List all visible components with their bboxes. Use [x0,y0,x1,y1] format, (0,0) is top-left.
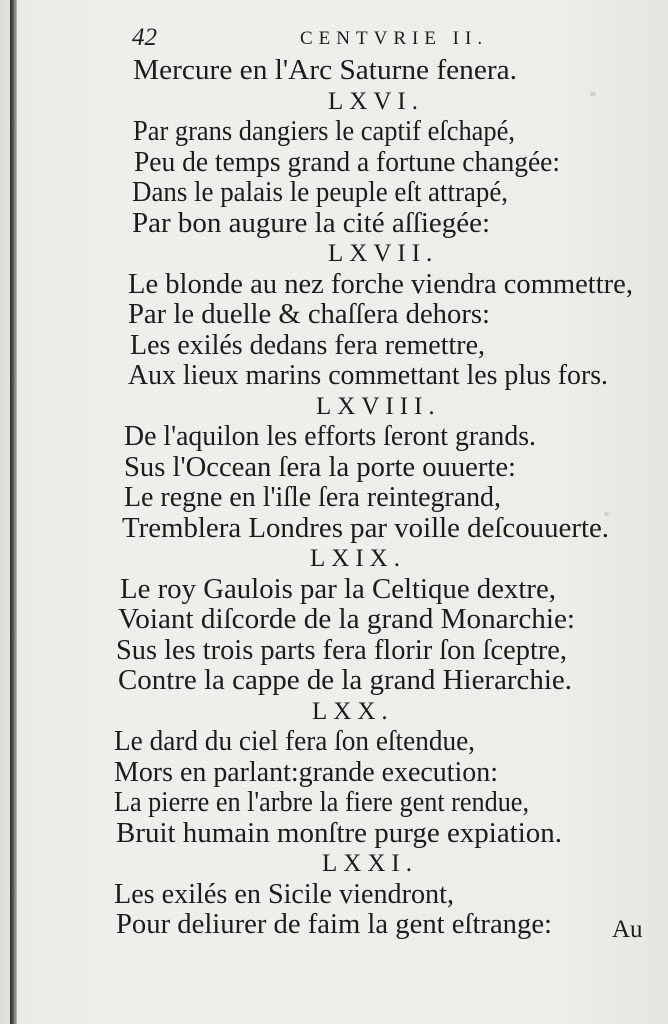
verse-line: Sus l'Occean ſera la porte ouuerte: [124,451,516,483]
quatrain-number: LXIX. [310,545,406,572]
quatrain-number: LXXI. [322,850,418,877]
quatrain-number: LXX. [312,697,394,725]
ink-speck [590,92,596,96]
quatrain-number: LXVII. [328,240,439,267]
verse-line: Tremblera Londres par voille deſcouuerte. [122,512,609,544]
verse-line: De l'aquilon les efforts ſeront grands. [124,421,536,452]
verse-line: Aux lieux marins commettant les plus fors. [128,360,608,391]
verse-line: Le dard du ciel fera ſon eſtendue, [114,726,475,757]
page-number: 42 [132,24,157,51]
verse-line: Les exilés dedans fera remettre, [130,329,485,361]
page-binding-edge [10,0,17,1024]
page-header [132,24,552,58]
verse-line: Peu de temps grand a fortune changée: [134,146,560,178]
verse-line: Le regne en l'iſle ſera reintegrand, [124,482,501,513]
verse-line: Par grans dangiers le captif eſchapé, [133,116,515,147]
verse-line: Le roy Gaulois par la Celtique dextre, [120,573,556,605]
verse-line: Sus les trois parts fera florir ſon ſceptre, [116,634,567,666]
verse-line: Pour deliurer de faim la gent eſtrange: [116,909,552,940]
verse-line: Contre la cappe de la grand Hierarchie. [118,665,572,696]
verse-line: Mercure en l'Arc Saturne fenera. [133,55,517,86]
verse-line: Les exilés en Sicile viendront, [114,878,454,910]
verse-line: Le blonde au nez forche viendra commettre, [128,268,633,300]
verse-line: La pierre en l'arbre la fiere gent rendue, [114,787,529,818]
quatrain-number: LXVIII. [316,392,441,420]
quatrain-number: LXVI. [328,87,424,115]
verse-line: Par le duelle & chaſſera dehors: [128,299,490,330]
verse-line: Dans le palais le peuple eſt attrapé, [132,177,508,208]
verse-line: Mors en parlant:grande execution: [114,756,498,788]
running-title: CENTVRIE II. [300,28,489,49]
verse-line: Voiant diſcorde de la grand Monarchie: [118,604,575,635]
verse-line: Bruit humain monſtre purge expiation. [116,817,562,849]
verse-line: Par bon augure la cité aſſiegée: [132,207,491,239]
catchword: Au [612,916,643,943]
